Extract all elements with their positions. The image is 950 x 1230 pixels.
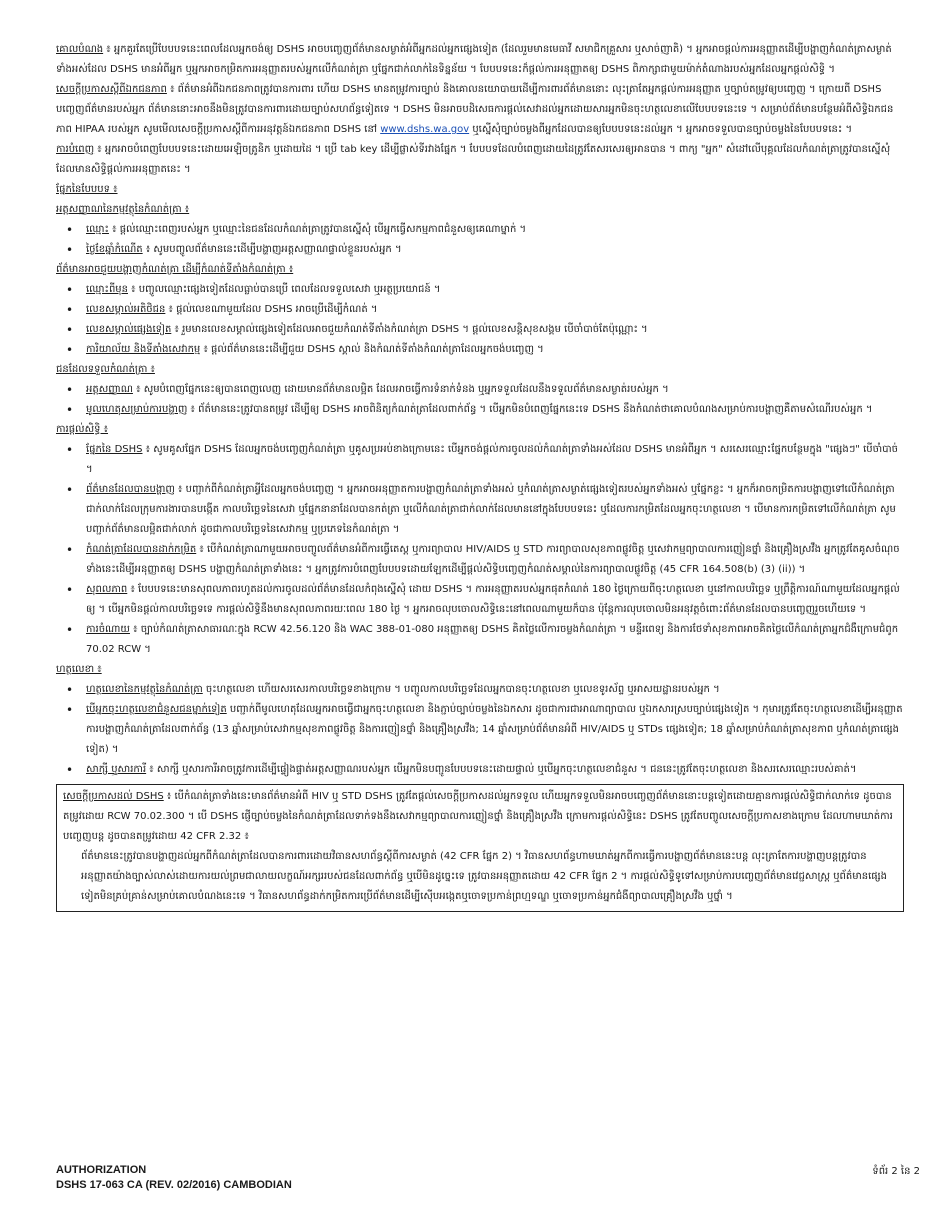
footer-form-number: DSHS 17-063 CA (REV. 02/2016) CAMBODIAN: [56, 1179, 292, 1191]
dshs-notice-box: [56, 784, 904, 912]
recipient-heading: ជនដែលទទួលកំណត់ត្រា ៖: [56, 364, 155, 375]
item-label: ហត្ថលេខានៃកម្មវត្ថុនៃកំណត់ត្រា: [86, 684, 203, 695]
list-item: [86, 580, 904, 620]
item-text: បញ្ជាក់ពីមូលហេតុដែលអ្នកអាចធ្វើជាអ្នកចុះហត្ថលេខា និងភ្ជាប់ច្បាប់ចម្លងនៃឯកសារ ដូចជាការជាអាណាព្យាបាល ឬឯកសារស្របច្បាប់ផ្សេងទៀត ។ កុមារត្រូវតែចុះហត្ថលេខាដើម្បីអនុញ្ញាតការបង្ហាញកំណត់ត្រាដែលពាក់ព័ន្ធ (13 ឆ្នាំសម្រាប់សេវាកម្មសុខភាពផ្លូវចិត្ត និងការញៀនថ្នាំ និងគ្រឿងស្រវឹង; 14 ឆ្នាំសម្រាប់ព័ត៌មានអំពី HIV/AIDS ឬ STDs ផ្សេងទៀត; 18 ឆ្នាំសម្រាប់កំណត់ត្រាសុខភាព ឬកំណត់ត្រាផ្សេងទៀត) ។: [86, 704, 903, 755]
purpose-label: គោលបំណង: [56, 44, 104, 55]
who-list: [56, 220, 904, 260]
list-item: [86, 240, 904, 260]
authority-list: [56, 440, 904, 660]
item-text: ៖ ផ្តល់ព័ត៌មាននេះដើម្បីជួយ DSHS ស្គាល់ និងកំណត់ទីតាំងកំណត់ត្រាដែលអ្នកចង់បញ្ចេញ ។: [200, 344, 544, 355]
privacy-tail: ឬស្នើសុំច្បាប់ចម្លងពីអ្នកដែលបានឲ្យបែបបទនេះដល់អ្នក ។ អ្នកអាចទទួលបានច្បាប់ចម្លងនៃបែបបទនេះ ។: [469, 124, 853, 135]
privacy-paragraph: [56, 80, 904, 140]
item-label: ព័ត៌មានដែលបានបង្ហាញ: [86, 484, 175, 495]
fill-text: ៖ អ្នកអាចបំពេញបែបបទនេះដោយអេឡិចត្រូនិក ឬដោយដៃ ។ ប្រើ tab key ដើម្បីផ្លាស់ទីរវាងផ្នែក ។ បែបបទដែលបំពេញដោយដៃត្រូវតែសរសេរឲ្យអានបាន ។ ពាក្យ "អ្នក" សំដៅលើបុគ្គលដែលកំណត់ត្រាត្រូវបានស្នើសុំ ដែលមានសិទ្ធិផ្តល់ការអនុញ្ញាតនេះ ។: [56, 144, 891, 175]
item-text: ៖ ច្បាប់កំណត់ត្រាសាធារណៈក្នុង RCW 42.56.120 និង WAC 388-01-080 អនុញ្ញាតឲ្យ DSHS គិតថ្លៃលើការចម្លងកំណត់ត្រា ។ មន្ទីរពេទ្យ និងការថែទាំសុខភាពអាចគិតថ្លៃលើកំណត់ត្រាអ្នកជំងឺក្រោមជំពូក 70.02 RCW ។: [86, 624, 899, 655]
item-label: អត្តសញ្ញាណ: [86, 384, 133, 395]
item-text: ៖ ផ្តល់លេខណាមួយដែល DSHS អាចប្រើដើម្បីកំណត់ ។: [165, 304, 378, 315]
item-label: ឈ្មោះពីមុន: [86, 284, 128, 295]
list-item: [86, 280, 904, 300]
list-item: [86, 760, 904, 780]
list-item: [86, 620, 904, 660]
item-label: សាក្សី ឬសារការី: [86, 764, 147, 775]
item-label: កំណត់ត្រាដែលបានដាក់កម្រិត: [86, 544, 197, 555]
item-text: ៖ សាក្សី ឬសារការីអាចត្រូវការដើម្បីផ្ទៀងផ្ទាត់អត្តសញ្ញាណរបស់អ្នក បើអ្នកមិនបញ្ជូនបែបបទនេះដោយផ្ទាល់ ឬបើអ្នកចុះហត្ថលេខាជំនួស ។ ជននេះត្រូវតែចុះហត្ថលេខា និងសរសេរឈ្មោះរបស់គាត់។: [146, 764, 857, 775]
purpose-paragraph: [56, 40, 904, 80]
page-number: ទំព័រ 2 នៃ 2: [872, 1166, 920, 1177]
list-item: [86, 480, 904, 540]
sections-title: ផ្នែកនៃបែបបទ ៖: [56, 184, 118, 195]
notice-text: ៖ បើកំណត់ត្រាទាំងនេះមានព័ត៌មានអំពី HIV ឬ STD DSHS ត្រូវតែផ្តល់សេចក្តីប្រកាសដល់អ្នកទទួល ហើយអ្នកទទួលមិនអាចបញ្ចេញព័ត៌មាននោះបន្តទៀតដោយគ្មានការផ្តល់សិទ្ធិជាក់លាក់ទេ ដូចបានតម្រូវដោយ RCW 70.02.300 ។ បើ DSHS ផ្ញើច្បាប់ចម្លងនៃកំណត់ត្រាដែលទាក់ទងនឹងសេវាកម្មព្យាបាលការញៀនថ្នាំ និងគ្រឿងស្រវឹង ក្រោមការផ្តល់សិទ្ធិនេះ DSHS ត្រូវតែបញ្ចូលសេចក្តីប្រកាសខាងក្រោម ដែលហាមឃាត់ការបញ្ចេញបន្ត ដូចបានតម្រូវដោយ 42 CFR 2.32 ៖: [63, 791, 893, 842]
notice-paragraph: [63, 787, 897, 847]
item-label: លេខសម្គាល់ផ្សេងទៀត: [86, 324, 172, 335]
dshs-website-link[interactable]: www.dshs.wa.gov: [380, 124, 470, 135]
notice-quote: ព័ត៌មាននេះត្រូវបានបង្ហាញដល់អ្នកពីកំណត់ត្រាដែលបានការពារដោយវិធានសហព័ន្ធស្តីពីការសម្ងាត់ (42 CFR ផ្នែក 2) ។ វិធានសហព័ន្ធហាមឃាត់អ្នកពីការធ្វើការបង្ហាញព័ត៌មាននេះបន្ត លុះត្រាតែការបង្ហាញបន្តត្រូវបានអនុញ្ញាតយ៉ាងច្បាស់លាស់ដោយការយល់ព្រមជាលាយលក្ខណ៍អក្សររបស់ជនដែលពាក់ព័ន្ធ ឬបើមិនដូច្នេះទេ ត្រូវបានអនុញ្ញាតដោយ 42 CFR ផ្នែក 2 ។ ការផ្តល់សិទ្ធិទូទៅសម្រាប់ការបញ្ចេញព័ត៌មានវេជ្ជសាស្ត្រ ឬព័ត៌មានផ្សេងទៀតមិនគ្រប់គ្រាន់សម្រាប់គោលបំណងនេះទេ ។ វិធានសហព័ន្ធដាក់កម្រិតការប្រើព័ត៌មានដើម្បីស៊ើបអង្កេតឬចោទប្រកាន់ព្រហ្មទណ្ឌ ឬចោទប្រកាន់អ្នកជំងឺព្យាបាលគ្រឿងស្រវឹង ឬថ្នាំ ។: [81, 851, 887, 902]
signature-heading: ហត្ថលេខា ៖: [56, 664, 102, 675]
footer-title: AUTHORIZATION: [56, 1164, 147, 1176]
item-text: ចុះហត្ថលេខា ហើយសរសេរកាលបរិច្ឆេទខាងក្រោម ។ បញ្ចូលកាលបរិច្ឆេទដែលអ្នកបានចុះហត្ថលេខា ឬលេខទូរស័ព្ទ ឬអាសយដ្ឋានរបស់អ្នក ។: [202, 684, 720, 695]
privacy-label: សេចក្តីប្រកាសស្តីពីឯកជនភាព: [56, 84, 167, 95]
item-label: បើអ្នកចុះហត្ថលេខាជំនួសជនម្នាក់ទៀត: [86, 704, 227, 715]
item-label: សុពលភាព: [86, 584, 128, 595]
item-label: លេខសម្គាល់អតិថិជន: [86, 304, 166, 315]
item-label: មូលហេតុសម្រាប់ការបង្ហាញ: [86, 404, 188, 415]
notice-label: សេចក្តីប្រកាសដល់ DSHS: [63, 791, 164, 802]
list-item: [86, 380, 904, 400]
item-text: ៖ សូមបញ្ចូលព័ត៌មាននេះដើម្បីបង្ហាញអត្តសញ្ញាណផ្ទាល់ខ្លួនរបស់អ្នក ។: [142, 244, 402, 255]
item-text: ៖ សូមបំពេញផ្នែកនេះឲ្យបានពេញលេញ ដោយមានព័ត៌មានលម្អិត ដែលអាចធ្វើការទំនាក់ទំនង ឬអ្នកទទួលដែលនឹងទទួលព័ត៌មានសម្ងាត់របស់អ្នក ។: [132, 384, 669, 395]
recipient-list: [56, 380, 904, 420]
privacy-text: ៖ ព័ត៌មានអំពីឯកជនភាពត្រូវបានការពារ ហើយ DSHS មានតម្រូវការច្បាប់ និងគោលនយោបាយដើម្បីការពារព័ត៌មាននោះ លុះត្រាតែអ្នកផ្តល់ការអនុញ្ញាត ឬច្បាប់តម្រូវឲ្យបញ្ចេញ ។ ក្រោយពី DSHS បញ្ចេញព័ត៌មានរបស់អ្នក ព័ត៌មាននោះអាចនឹងមិនត្រូវបានការពារដោយច្បាប់សហព័ន្ធទៀតទេ ។ DSHS មិនអាចបដិសេធការផ្តល់សេវាដល់អ្នកដោយសារអ្នកមិនចុះហត្ថលេខាលើបែបបទនេះទេ ។ សម្រាប់ព័ត៌មានបន្ថែមអំពីសិទ្ធិឯកជនភាព HIPAA របស់អ្នក សូមមើលសេចក្តីប្រកាសស្តីពីការអនុវត្តន៍ឯកជនភាព DSHS នៅ: [56, 84, 894, 135]
item-text: ៖ ផ្តល់ឈ្មោះពេញរបស់អ្នក ឬឈ្មោះនៃជនដែលកំណត់ត្រាត្រូវបានស្នើសុំ បើអ្នកធ្វើសកម្មភាពជំនួសឲ្យគេណាម្នាក់ ។: [108, 224, 527, 235]
signature-list: [56, 680, 904, 780]
list-item: [86, 220, 904, 240]
item-text: ៖ សូមគូសផ្នែក DSHS ដែលអ្នកចង់បញ្ចេញកំណត់ត្រា ឬគូសប្រអប់ខាងក្រោមនេះ បើអ្នកចង់ផ្តល់ការចូលដល់កំណត់ត្រាទាំងអស់ដែល DSHS មានអំពីអ្នក ។ សរសេរឈ្មោះផ្នែកបន្ថែមក្នុង "ផ្សេងៗ" បើចាំបាច់ ។: [86, 444, 899, 475]
item-label: ការិយាល័យ និងទីតាំងសេវាកម្ម: [86, 344, 201, 355]
list-item: [86, 340, 904, 360]
instructions-page: [56, 40, 904, 912]
authority-heading: ការផ្តល់សិទ្ធិ ៖: [56, 424, 109, 435]
item-text: ៖ បញ្ចូលឈ្មោះផ្សេងទៀតដែលធ្លាប់បានប្រើ ពេលដែលទទួលសេវា ឬអត្ថប្រយោជន៍ ។: [128, 284, 441, 295]
list-item: [86, 540, 904, 580]
fill-label: ការបំពេញ: [56, 144, 95, 155]
other-info-heading: ព័ត៌មានអាចជួយបង្ហាញកំណត់ត្រា ដើម្បីកំណត់ទីតាំងកំណត់ត្រា ៖: [56, 264, 294, 275]
fill-paragraph: [56, 140, 904, 180]
list-item: [86, 400, 904, 420]
item-label: ការចំណាយ: [86, 624, 130, 635]
form-footer: [56, 1163, 916, 1193]
item-text: ៖ បើកំណត់ត្រាណាមួយអាចបញ្ចូលព័ត៌មានអំពីការធ្វើតេស្ត ឬការព្យាបាល HIV/AIDS ឬ STD ការព្យាបាលសុខភាពផ្លូវចិត្ត ឬសេវាកម្មព្យាបាលការញៀនថ្នាំ និងគ្រឿងស្រវឹង អ្នកត្រូវតែគូសចំណុចទាំងនេះដើម្បីអនុញ្ញាតឲ្យ DSHS បង្ហាញកំណត់ត្រាទាំងនេះ ។ អ្នកត្រូវការបំពេញបែបបទដោយឡែកដើម្បីផ្តល់សិទ្ធិបញ្ចេញកំណត់សម្គាល់នៃការព្យាបាលផ្លូវចិត្ត (45 CFR 164.508(b) (3) (ii)) ។: [86, 544, 900, 575]
item-label: ថ្ងៃខែឆ្នាំកំណើត: [86, 244, 143, 255]
item-text: ៖ បញ្ជាក់ពីកំណត់ត្រាអ្វីដែលអ្នកចង់បញ្ចេញ ។ អ្នកអាចអនុញ្ញាតការបង្ហាញកំណត់ត្រាទាំងអស់ ឬកំណត់ត្រាសម្ងាត់ផ្សេងទៀតរបស់អ្នកទាំងអស់ ឬផ្នែកខ្លះ ។ អ្នកក៏អាចកម្រិតការបង្ហាញទៅលើកំណត់ត្រាជាក់លាក់ដែលក្រុមការងារបានបង្កើត កាលបរិច្ឆេទនៃសេវា ឬផ្នែកនានាដែលបានកត់ត្រា ឬលើកំណត់ត្រាជាក់លាក់ដែលមាននៅក្នុងបែបបទនេះ ឬដែលការកម្រិតដែលអ្នកចុះហត្ថលេខា ។ បើមានការកម្រិតទៅលើកំណត់ត្រា សូមបញ្ជាក់ព័ត៌មានលម្អិតជាក់លាក់ ដូចជាកាលបរិច្ឆេទនៃសេវាកម្ម ឬប្រភេទនៃកំណត់ត្រា ។: [86, 484, 896, 535]
item-label: ឈ្មោះ: [86, 224, 109, 235]
item-text: ៖ ព័ត៌មាននេះត្រូវបានតម្រូវ ដើម្បីឲ្យ DSHS អាចពិនិត្យកំណត់ត្រាដែលពាក់ព័ន្ធ ។ បើអ្នកមិនបំពេញផ្នែកនេះទេ DSHS នឹងកំណត់ថាគោលបំណងសម្រាប់ការបង្ហាញគឺតាមសំណើរបស់អ្នក ។: [187, 404, 873, 415]
who-heading: អត្តសញ្ញាណនៃកម្មវត្ថុនៃកំណត់ត្រា ៖: [56, 204, 190, 215]
list-item: [86, 300, 904, 320]
purpose-text: ៖ អ្នកគួរតែប្រើបែបបទនេះពេលដែលអ្នកចង់ឲ្យ DSHS អាចបញ្ចេញព័ត៌មានសម្ងាត់អំពីអ្នកដល់អ្នកផ្សេងទៀត (ដែលរួមមានមេធាវី សមាជិកគ្រួសារ ឬសាច់ញាតិ) ។ អ្នកអាចផ្តល់ការអនុញ្ញាតដើម្បីបង្ហាញកំណត់ត្រាសម្ងាត់ទាំងអស់ដែល DSHS មានអំពីអ្នក ឬអ្នកអាចកម្រិតការអនុញ្ញាតរបស់អ្នកលើកំណត់ត្រា ឬផ្នែកជាក់លាក់នៃទិន្នន័យ ។ បែបបទនេះក៏ផ្តល់ការអនុញ្ញាតឲ្យ DSHS ពិភាក្សាជាមួយម៉ាក់តំណាងរបស់អ្នកដែលអ្នកផ្តល់សិទ្ធិ ។: [56, 44, 892, 75]
list-item: [86, 320, 904, 340]
list-item: [86, 700, 904, 760]
item-text: ៖ រួមមានលេខសម្គាល់ផ្សេងទៀតដែលអាចជួយកំណត់ទីតាំងកំណត់ត្រា DSHS ។ ផ្តល់លេខសន្តិសុខសង្គម បើចាំបាច់តែប៉ុណ្ណោះ ។: [171, 324, 648, 335]
list-item: [86, 440, 904, 480]
list-item: [86, 680, 904, 700]
item-text: ៖ បែបបទនេះមានសុពលភាពរហូតដល់ការចូលដល់ព័ត៌មានដែលកំពុងស្នើសុំ ដោយ DSHS ។ ការអនុញ្ញាតរបស់អ្នកផុតកំណត់ 180 ថ្ងៃក្រោយពីចុះហត្ថលេខា ឬនៅកាលបរិច្ឆេទ ឬព្រឹត្តិការណ៍ណាមួយដែលអ្នកផ្តល់ឲ្យ ។ បើអ្នកមិនផ្តល់កាលបរិច្ឆេទទេ ការផ្តល់សិទ្ធិនឹងមានសុពលភាពរយៈពេល 180 ថ្ងៃ ។ អ្នកអាចលុបចោលសិទ្ធិនេះនៅពេលណាមួយក៏បាន ប៉ុន្តែការលុបចោលមិនអនុវត្តចំពោះព័ត៌មានដែលបានបញ្ចេញរួចហើយទេ ។: [86, 584, 900, 615]
item-label: ផ្នែកនៃ DSHS: [86, 444, 143, 455]
other-info-list: [56, 280, 904, 360]
